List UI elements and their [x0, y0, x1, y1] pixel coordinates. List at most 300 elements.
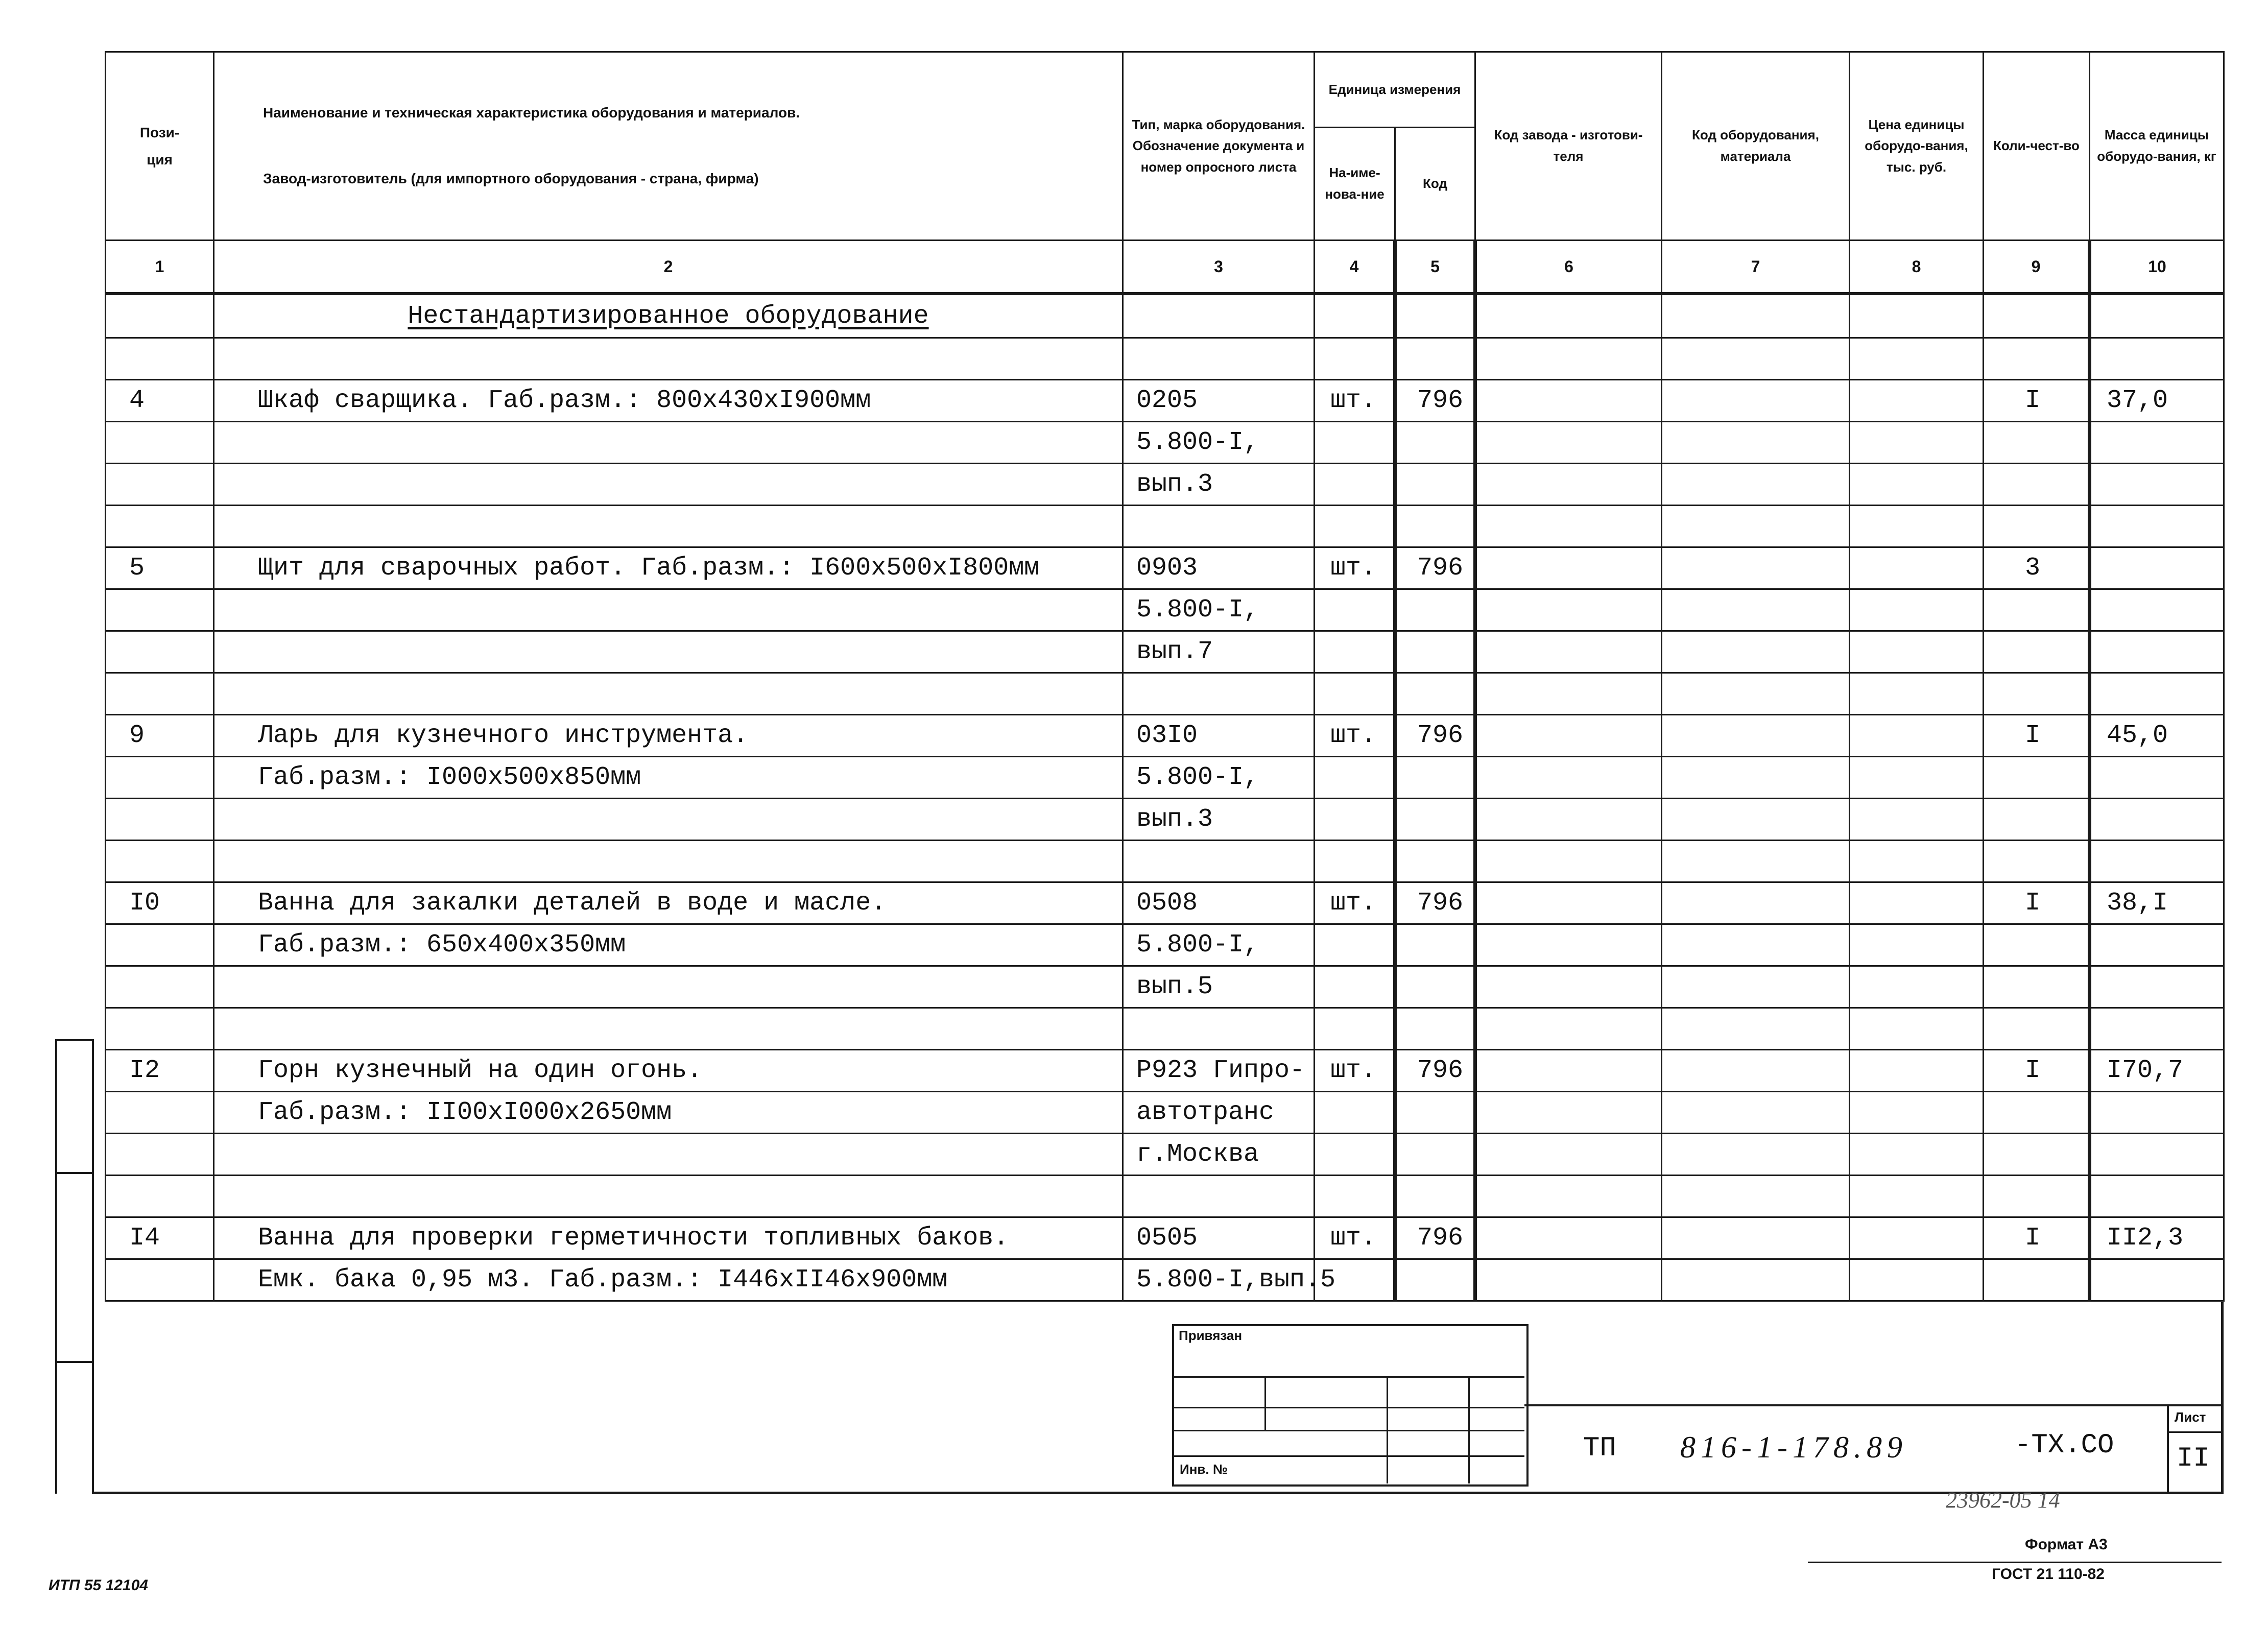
name-cell [214, 1008, 1123, 1050]
header-equipment-code: Код оборудования, материала [1662, 52, 1850, 241]
table-row [106, 882, 2224, 924]
name-cell: Ванна для проверки герметичности топливных баков. [214, 1217, 1123, 1259]
price-cell [1850, 966, 1984, 1008]
stamp-line [1173, 1376, 1524, 1378]
name-cell [214, 464, 1123, 506]
position-cell [106, 506, 214, 547]
binding-strip-tick [55, 1039, 94, 1041]
quantity-cell [1984, 338, 2090, 380]
header-position: Пози- ция [106, 52, 214, 241]
factory-code-cell [1475, 506, 1662, 547]
price-cell [1850, 1092, 1984, 1134]
type-cell: Р923 Гипро- [1123, 1050, 1315, 1092]
column-number: 9 [1984, 241, 2090, 294]
binding-strip-tick [55, 1172, 94, 1174]
factory-code-cell [1475, 715, 1662, 757]
unit-code-cell [1395, 966, 1475, 1008]
unit-cell [1315, 464, 1395, 506]
mass-cell [2090, 1134, 2224, 1176]
format-label: Формат А3 [2025, 1536, 2108, 1553]
price-cell [1850, 924, 1984, 966]
equipment-code-cell [1662, 589, 1850, 631]
mass-cell [2090, 966, 2224, 1008]
factory-code-cell [1475, 1217, 1662, 1259]
unit-code-cell [1395, 589, 1475, 631]
table-row [106, 1134, 2224, 1176]
unit-cell [1315, 589, 1395, 631]
mass-cell: 37,0 [2090, 380, 2224, 422]
unit-cell [1315, 1092, 1395, 1134]
equipment-code-cell [1662, 338, 1850, 380]
price-cell [1850, 547, 1984, 589]
stamp-line [1173, 1455, 1524, 1457]
quantity-cell [1984, 464, 2090, 506]
quantity-cell [1984, 966, 2090, 1008]
header-unit: Единица измерения [1315, 52, 1475, 128]
unit-cell [1315, 841, 1395, 882]
unit-cell [1315, 422, 1395, 464]
unit-code-cell: 796 [1395, 715, 1475, 757]
factory-code-cell [1475, 1134, 1662, 1176]
name-cell [214, 422, 1123, 464]
unit-code-cell: 796 [1395, 547, 1475, 589]
mass-cell [2090, 631, 2224, 673]
quantity-cell: I [1984, 1050, 2090, 1092]
title-block-suffix: -ТХ.СО [2015, 1430, 2114, 1461]
column-number: 1 [106, 241, 214, 294]
itp-label: ИТП 55 12104 [49, 1577, 148, 1594]
name-cell: Горн кузнечный на один огонь. [214, 1050, 1123, 1092]
price-cell [1850, 506, 1984, 547]
factory-code-cell [1475, 1176, 1662, 1217]
stamp-vline [1264, 1377, 1266, 1431]
factory-code-cell [1475, 1050, 1662, 1092]
type-cell: 5.800-I, [1123, 589, 1315, 631]
table-row [106, 1176, 2224, 1217]
mass-cell [2090, 506, 2224, 547]
quantity-cell: I [1984, 1217, 2090, 1259]
unit-cell [1315, 757, 1395, 799]
name-cell [214, 589, 1123, 631]
unit-code-cell [1395, 1134, 1475, 1176]
name-cell: Габ.разм.: 650х400х350мм [214, 924, 1123, 966]
factory-code-cell [1475, 1092, 1662, 1134]
price-cell [1850, 757, 1984, 799]
quantity-cell [1984, 1092, 2090, 1134]
quantity-cell [1984, 631, 2090, 673]
type-cell: 03I0 [1123, 715, 1315, 757]
quantity-cell [1984, 506, 2090, 547]
equipment-code-cell [1662, 1176, 1850, 1217]
stamp-line [1173, 1407, 1524, 1408]
unit-code-cell [1395, 1259, 1475, 1301]
type-cell: 5.800-I,вып.5 [1123, 1259, 1315, 1301]
name-cell [214, 799, 1123, 841]
name-cell [214, 631, 1123, 673]
name-cell: Габ.разм.: I000х500х850мм [214, 757, 1123, 799]
frame-left [92, 1302, 94, 1494]
table-row [106, 1217, 2224, 1259]
column-number: 8 [1850, 241, 1984, 294]
equipment-code-cell [1662, 1217, 1850, 1259]
price-cell [1850, 589, 1984, 631]
table-row [106, 506, 2224, 547]
name-cell: Щит для сварочных работ. Габ.разм.: I600х500хI800мм [214, 547, 1123, 589]
unit-code-cell [1395, 506, 1475, 547]
type-cell [1123, 1008, 1315, 1050]
name-cell [214, 1134, 1123, 1176]
quantity-cell [1984, 589, 2090, 631]
mass-cell [2090, 1008, 2224, 1050]
title-block-tp: ТП [1583, 1433, 1616, 1464]
position-cell [106, 464, 214, 506]
name-cell: Ванна для закалки деталей в воде и масле. [214, 882, 1123, 924]
table-row [106, 715, 2224, 757]
factory-code-cell [1475, 589, 1662, 631]
position-cell: 4 [106, 380, 214, 422]
equipment-code-cell [1662, 966, 1850, 1008]
factory-code-cell [1475, 841, 1662, 882]
unit-cell: шт. [1315, 380, 1395, 422]
type-cell: 0508 [1123, 882, 1315, 924]
quantity-cell [1984, 799, 2090, 841]
unit-code-cell [1395, 1008, 1475, 1050]
mass-cell [2090, 841, 2224, 882]
specification-table [105, 51, 2225, 1302]
type-cell [1123, 1176, 1315, 1217]
binding-strip-tick [55, 1361, 94, 1363]
factory-code-cell [1475, 924, 1662, 966]
equipment-code-cell [1662, 841, 1850, 882]
unit-cell [1315, 1008, 1395, 1050]
factory-code-cell [1475, 757, 1662, 799]
position-cell [106, 966, 214, 1008]
stamp-line [1173, 1430, 1524, 1431]
equipment-code-cell [1662, 799, 1850, 841]
mass-cell: II2,3 [2090, 1217, 2224, 1259]
type-cell: г.Москва [1123, 1134, 1315, 1176]
unit-code-cell [1395, 338, 1475, 380]
frame-right [2221, 1302, 2224, 1494]
position-cell [106, 1259, 214, 1301]
column-number: 6 [1475, 241, 1662, 294]
header-factory-code: Код завода - изготови-теля [1475, 52, 1662, 241]
position-cell [106, 924, 214, 966]
type-cell: 5.800-I, [1123, 757, 1315, 799]
position-cell [106, 338, 214, 380]
mass-cell [2090, 924, 2224, 966]
quantity-cell [1984, 757, 2090, 799]
position-cell: I0 [106, 882, 214, 924]
header-name [214, 52, 1123, 241]
position-cell [106, 422, 214, 464]
name-cell [214, 673, 1123, 715]
position-cell [106, 631, 214, 673]
title-block-doc-number: 816-1-178.89 [1680, 1430, 1907, 1464]
mass-cell [2090, 589, 2224, 631]
type-cell [1123, 673, 1315, 715]
binding-stamp-label: Привязан [1179, 1328, 1243, 1343]
unit-cell [1315, 1176, 1395, 1217]
price-cell [1850, 380, 1984, 422]
table-row [106, 966, 2224, 1008]
column-number: 3 [1123, 241, 1315, 294]
table-row [106, 589, 2224, 631]
section-title: Нестандартизированное оборудование [214, 294, 1123, 338]
quantity-cell [1984, 841, 2090, 882]
unit-cell [1315, 924, 1395, 966]
mass-cell [2090, 757, 2224, 799]
unit-cell [1315, 1134, 1395, 1176]
equipment-code-cell [1662, 1050, 1850, 1092]
position-cell [106, 1176, 214, 1217]
type-cell [1123, 506, 1315, 547]
unit-cell [1315, 631, 1395, 673]
unit-cell: шт. [1315, 1217, 1395, 1259]
factory-code-cell [1475, 464, 1662, 506]
table-row [106, 1050, 2224, 1092]
type-cell: 5.800-I, [1123, 422, 1315, 464]
type-cell: вып.3 [1123, 799, 1315, 841]
equipment-code-cell [1662, 1092, 1850, 1134]
unit-cell: шт. [1315, 547, 1395, 589]
position-cell [106, 1134, 214, 1176]
unit-code-cell [1395, 799, 1475, 841]
position-cell [106, 589, 214, 631]
name-cell [214, 338, 1123, 380]
equipment-code-cell [1662, 1259, 1850, 1301]
factory-code-cell [1475, 882, 1662, 924]
equipment-code-cell [1662, 464, 1850, 506]
unit-code-cell [1395, 1092, 1475, 1134]
type-cell: вып.3 [1123, 464, 1315, 506]
table-row [106, 547, 2224, 589]
unit-code-cell [1395, 631, 1475, 673]
price-cell [1850, 841, 1984, 882]
gost-label: ГОСТ 21 110-82 [1992, 1566, 2105, 1583]
sheet-divider [2167, 1404, 2169, 1494]
column-numbers-row [106, 241, 2224, 294]
footer-line [1808, 1562, 2222, 1563]
equipment-code-cell [1662, 1134, 1850, 1176]
quantity-cell [1984, 1008, 2090, 1050]
unit-cell [1315, 966, 1395, 1008]
unit-code-cell [1395, 924, 1475, 966]
mass-cell [2090, 547, 2224, 589]
position-cell [106, 799, 214, 841]
unit-code-cell: 796 [1395, 380, 1475, 422]
unit-code-cell [1395, 841, 1475, 882]
column-number: 4 [1315, 241, 1395, 294]
mass-cell [2090, 1092, 2224, 1134]
stamp-vline [1387, 1377, 1388, 1483]
type-cell [1123, 338, 1315, 380]
column-number: 5 [1395, 241, 1475, 294]
position-cell: I4 [106, 1217, 214, 1259]
section-title-row [106, 294, 2224, 338]
sheet-number: II [2177, 1443, 2210, 1474]
unit-cell [1315, 506, 1395, 547]
quantity-cell [1984, 1134, 2090, 1176]
quantity-cell [1984, 1259, 2090, 1301]
unit-cell: шт. [1315, 1050, 1395, 1092]
equipment-code-cell [1662, 422, 1850, 464]
table-row [106, 924, 2224, 966]
equipment-code-cell [1662, 506, 1850, 547]
title-block-top [1524, 1404, 2224, 1406]
position-cell: 9 [106, 715, 214, 757]
price-cell [1850, 715, 1984, 757]
price-cell [1850, 673, 1984, 715]
mass-cell: 38,I [2090, 882, 2224, 924]
mass-cell [2090, 1259, 2224, 1301]
equipment-code-cell [1662, 631, 1850, 673]
header-unit-code: Код [1395, 128, 1475, 241]
inventory-number-label: Инв. № [1180, 1462, 1228, 1477]
unit-cell [1315, 673, 1395, 715]
quantity-cell: I [1984, 715, 2090, 757]
mass-cell [2090, 799, 2224, 841]
equipment-code-cell [1662, 1008, 1850, 1050]
position-cell [106, 757, 214, 799]
quantity-cell [1984, 1176, 2090, 1217]
price-cell [1850, 338, 1984, 380]
header-mass: Масса единицы оборудо-вания, кг [2090, 52, 2224, 241]
table-row [106, 631, 2224, 673]
handwritten-archive-number: 23962-05 14 [1946, 1488, 2060, 1513]
price-cell [1850, 1134, 1984, 1176]
price-cell [1850, 1259, 1984, 1301]
column-number: 7 [1662, 241, 1850, 294]
unit-code-cell [1395, 464, 1475, 506]
binding-strip-vertical [55, 1039, 57, 1494]
table-row [106, 1092, 2224, 1134]
mass-cell [2090, 673, 2224, 715]
header-type: Тип, марка оборудования. Обозначение документа и номер опросного листа [1123, 52, 1315, 241]
position-cell: 5 [106, 547, 214, 589]
name-cell: Габ.разм.: II00хI000х2650мм [214, 1092, 1123, 1134]
table-row [106, 464, 2224, 506]
factory-code-cell [1475, 799, 1662, 841]
quantity-cell [1984, 422, 2090, 464]
equipment-code-cell [1662, 380, 1850, 422]
type-cell: 0903 [1123, 547, 1315, 589]
position-cell [106, 1092, 214, 1134]
unit-code-cell [1395, 422, 1475, 464]
name-cell [214, 966, 1123, 1008]
quantity-cell: I [1984, 380, 2090, 422]
sheet-label: Лист [2175, 1409, 2206, 1425]
mass-cell [2090, 1176, 2224, 1217]
frame-bottom [92, 1492, 2223, 1494]
unit-code-cell [1395, 757, 1475, 799]
position-cell [106, 673, 214, 715]
factory-code-cell [1475, 673, 1662, 715]
unit-code-cell [1395, 1176, 1475, 1217]
price-cell [1850, 799, 1984, 841]
unit-cell: шт. [1315, 715, 1395, 757]
type-cell: 0505 [1123, 1217, 1315, 1259]
equipment-code-cell [1662, 924, 1850, 966]
stamp-vline [1468, 1377, 1470, 1483]
table-row [106, 380, 2224, 422]
name-cell [214, 841, 1123, 882]
table-row [106, 799, 2224, 841]
mass-cell [2090, 464, 2224, 506]
mass-cell [2090, 338, 2224, 380]
name-cell: Емк. бака 0,95 м3. Габ.разм.: I446хII46х900мм [214, 1259, 1123, 1301]
price-cell [1850, 1176, 1984, 1217]
price-cell [1850, 882, 1984, 924]
price-cell [1850, 422, 1984, 464]
factory-code-cell [1475, 1008, 1662, 1050]
table-row [106, 841, 2224, 882]
price-cell [1850, 1008, 1984, 1050]
table-row [106, 757, 2224, 799]
type-cell: вып.5 [1123, 966, 1315, 1008]
unit-code-cell: 796 [1395, 1050, 1475, 1092]
equipment-code-cell [1662, 715, 1850, 757]
factory-code-cell [1475, 1259, 1662, 1301]
unit-code-cell [1395, 673, 1475, 715]
table-row [106, 1259, 2224, 1301]
position-cell [106, 841, 214, 882]
factory-code-cell [1475, 631, 1662, 673]
name-cell: Ларь для кузнечного инструмента. [214, 715, 1123, 757]
unit-cell: шт. [1315, 882, 1395, 924]
type-cell: 0205 [1123, 380, 1315, 422]
header-price: Цена единицы оборудо-вания, тыс. руб. [1850, 52, 1984, 241]
table-row [106, 1008, 2224, 1050]
equipment-code-cell [1662, 547, 1850, 589]
position-cell: I2 [106, 1050, 214, 1092]
unit-cell [1315, 338, 1395, 380]
column-number: 10 [2090, 241, 2224, 294]
factory-code-cell [1475, 422, 1662, 464]
factory-code-cell [1475, 966, 1662, 1008]
mass-cell: I70,7 [2090, 1050, 2224, 1092]
unit-cell [1315, 799, 1395, 841]
unit-code-cell: 796 [1395, 1217, 1475, 1259]
equipment-code-cell [1662, 673, 1850, 715]
sheet-divider-h [2167, 1431, 2223, 1433]
header-unit-name: На-име-нова-ние [1315, 128, 1395, 241]
name-cell: Шкаф сварщика. Габ.разм.: 800х430хI900мм [214, 380, 1123, 422]
header-name-line2: Завод-изготовитель (для импортного оборудования - страна, фирма) [263, 171, 759, 187]
factory-code-cell [1475, 338, 1662, 380]
name-cell [214, 1176, 1123, 1217]
price-cell [1850, 1050, 1984, 1092]
header-quantity: Коли-чест-во [1984, 52, 2090, 241]
table-row [106, 338, 2224, 380]
position-cell [106, 1008, 214, 1050]
factory-code-cell [1475, 380, 1662, 422]
type-cell: 5.800-I, [1123, 924, 1315, 966]
mass-cell [2090, 422, 2224, 464]
price-cell [1850, 1217, 1984, 1259]
quantity-cell: I [1984, 882, 2090, 924]
header-name-line1: Наименование и техническая характеристика оборудования и материалов. [263, 105, 800, 121]
type-cell: автотранс [1123, 1092, 1315, 1134]
column-number: 2 [214, 241, 1123, 294]
unit-code-cell: 796 [1395, 882, 1475, 924]
quantity-cell [1984, 924, 2090, 966]
quantity-cell [1984, 673, 2090, 715]
factory-code-cell [1475, 547, 1662, 589]
name-cell [214, 506, 1123, 547]
quantity-cell: 3 [1984, 547, 2090, 589]
mass-cell: 45,0 [2090, 715, 2224, 757]
